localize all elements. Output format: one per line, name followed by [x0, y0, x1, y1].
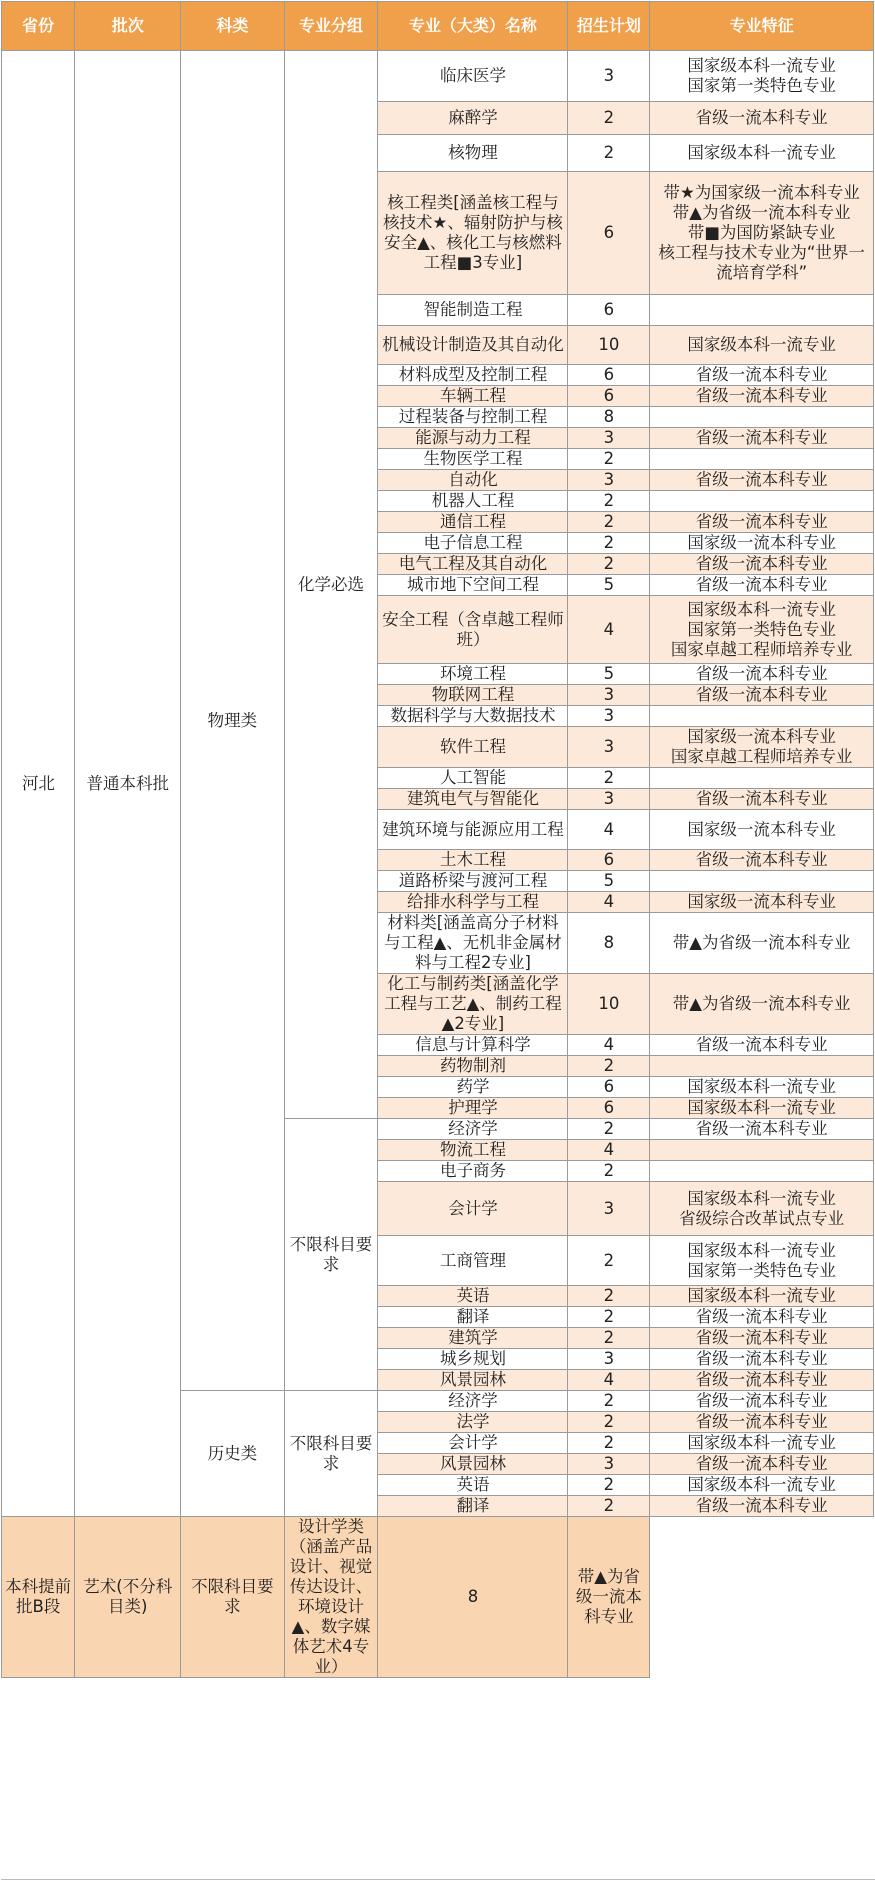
plan-count-cell[interactable]: 2	[568, 1433, 650, 1454]
major-name-cell[interactable]: 设计学类（涵盖产品设计、视觉传达设计、环境设计▲、数字媒体艺术4专业）	[284, 1517, 378, 1678]
plan-count-cell[interactable]: 4	[568, 1140, 650, 1161]
major-name-cell[interactable]: 会计学	[378, 1182, 568, 1236]
header-subject[interactable]: 科类	[181, 2, 284, 51]
plan-count-cell[interactable]: 3	[568, 470, 650, 491]
major-name-cell[interactable]: 物流工程	[378, 1140, 568, 1161]
plan-count-cell[interactable]: 3	[568, 685, 650, 706]
major-name-cell[interactable]: 建筑环境与能源应用工程	[378, 810, 568, 850]
major-name-cell[interactable]: 机械设计制造及其自动化	[378, 326, 568, 365]
major-name-cell[interactable]: 物联网工程	[378, 685, 568, 706]
feature-cell[interactable]: 国家级本科一流专业 国家第一类特色专业	[650, 51, 874, 102]
art-group-cell[interactable]: 不限科目要求	[181, 1517, 284, 1678]
plan-count-cell[interactable]: 2	[568, 135, 650, 172]
plan-count-cell[interactable]: 2	[568, 1307, 650, 1328]
feature-cell[interactable]: 带▲为省级一流本科专业	[568, 1517, 650, 1678]
feature-cell[interactable]: 省级一流本科专业	[650, 850, 874, 871]
major-name-cell[interactable]: 给排水科学与工程	[378, 892, 568, 913]
feature-cell[interactable]: 国家级一流本科专业	[650, 892, 874, 913]
plan-count-cell[interactable]: 3	[568, 727, 650, 768]
header-row	[2, 2, 874, 51]
feature-cell[interactable]	[650, 768, 874, 789]
feature-cell[interactable]: 省级一流本科专业	[650, 1328, 874, 1349]
major-name-cell[interactable]: 智能制造工程	[378, 295, 568, 326]
plan-count-cell[interactable]: 2	[568, 512, 650, 533]
plan-count-cell[interactable]: 2	[568, 768, 650, 789]
plan-count-cell[interactable]: 2	[568, 1119, 650, 1140]
major-name-cell[interactable]: 风景园林	[378, 1454, 568, 1475]
feature-cell[interactable]: 省级一流本科专业	[650, 1454, 874, 1475]
plan-count-cell[interactable]: 3	[568, 428, 650, 449]
major-name-cell[interactable]: 数据科学与大数据技术	[378, 706, 568, 727]
plan-count-cell[interactable]: 4	[568, 810, 650, 850]
major-name-cell[interactable]: 建筑电气与智能化	[378, 789, 568, 810]
feature-cell[interactable]	[650, 491, 874, 512]
feature-cell[interactable]: 省级一流本科专业	[650, 1307, 874, 1328]
plan-count-cell[interactable]: 6	[568, 295, 650, 326]
major-name-cell[interactable]: 车辆工程	[378, 386, 568, 407]
major-name-cell[interactable]: 经济学	[378, 1391, 568, 1412]
plan-count-cell[interactable]: 2	[568, 533, 650, 554]
plan-count-cell[interactable]: 8	[568, 913, 650, 974]
header-major-name[interactable]: 专业（大类）名称	[378, 2, 568, 51]
admission-plan-sheet	[1, 1, 875, 1678]
major-name-cell[interactable]: 安全工程（含卓越工程师班）	[378, 596, 568, 664]
major-name-cell[interactable]: 经济学	[378, 1119, 568, 1140]
header-plan[interactable]: 招生计划	[568, 2, 650, 51]
major-name-cell[interactable]: 药学	[378, 1077, 568, 1098]
plan-count-cell[interactable]: 5	[568, 871, 650, 892]
feature-cell[interactable]: 国家级本科一流专业	[650, 135, 874, 172]
plan-count-cell[interactable]: 2	[568, 1391, 650, 1412]
plan-count-cell[interactable]: 2	[568, 1412, 650, 1433]
feature-cell[interactable]: 省级一流本科专业	[650, 1412, 874, 1433]
feature-cell[interactable]: 省级一流本科专业	[650, 554, 874, 575]
feature-cell[interactable]: 国家级本科一流专业	[650, 1286, 874, 1307]
art-subject-cell[interactable]: 艺术(不分科目类)	[75, 1517, 181, 1678]
major-name-cell[interactable]: 城乡规划	[378, 1349, 568, 1370]
major-name-cell[interactable]: 翻译	[378, 1496, 568, 1517]
feature-cell[interactable]: 省级一流本科专业	[650, 1349, 874, 1370]
major-name-cell[interactable]: 电气工程及其自动化	[378, 554, 568, 575]
plan-count-cell[interactable]: 2	[568, 1475, 650, 1496]
feature-cell[interactable]: 省级一流本科专业	[650, 1035, 874, 1056]
feature-cell[interactable]: 省级一流本科专业	[650, 1119, 874, 1140]
major-name-cell[interactable]: 环境工程	[378, 664, 568, 685]
feature-cell[interactable]	[650, 407, 874, 428]
plan-count-cell[interactable]: 4	[568, 1035, 650, 1056]
province-cell[interactable]: 河北	[2, 51, 75, 1517]
feature-cell[interactable]: 国家级本科一流专业 省级综合改革试点专业	[650, 1182, 874, 1236]
plan-count-cell[interactable]: 3	[568, 1454, 650, 1475]
feature-cell[interactable]: 国家级一流本科专业 国家卓越工程师培养专业	[650, 727, 874, 768]
feature-cell[interactable]: 带▲为省级一流本科专业	[650, 974, 874, 1035]
feature-cell[interactable]: 国家级本科一流专业	[650, 1098, 874, 1119]
plan-count-cell[interactable]: 6	[568, 1077, 650, 1098]
major-name-cell[interactable]: 电子信息工程	[378, 533, 568, 554]
feature-cell[interactable]: 省级一流本科专业	[650, 512, 874, 533]
major-name-cell[interactable]: 过程装备与控制工程	[378, 407, 568, 428]
major-name-cell[interactable]: 生物医学工程	[378, 449, 568, 470]
feature-cell[interactable]: 省级一流本科专业	[650, 1496, 874, 1517]
plan-count-cell[interactable]: 2	[568, 1286, 650, 1307]
major-name-cell[interactable]: 软件工程	[378, 727, 568, 768]
admission-plan-table	[1, 1, 874, 1678]
feature-cell[interactable]: 省级一流本科专业	[650, 1391, 874, 1412]
major-name-cell[interactable]: 城市地下空间工程	[378, 575, 568, 596]
major-name-cell[interactable]: 自动化	[378, 470, 568, 491]
plan-count-cell[interactable]: 8	[378, 1517, 568, 1678]
plan-count-cell[interactable]: 6	[568, 850, 650, 871]
major-name-cell[interactable]: 核工程类[涵盖核工程与核技术★、辐射防护与核安全▲、核化工与核燃料工程■3专业]	[378, 172, 568, 295]
plan-count-cell[interactable]: 2	[568, 449, 650, 470]
art-batch-row	[2, 1517, 874, 1678]
major-name-cell[interactable]: 信息与计算科学	[378, 1035, 568, 1056]
major-name-cell[interactable]: 道路桥梁与渡河工程	[378, 871, 568, 892]
feature-cell[interactable]: 省级一流本科专业	[650, 470, 874, 491]
major-name-cell[interactable]: 麻醉学	[378, 102, 568, 135]
feature-cell[interactable]: 省级一流本科专业	[650, 685, 874, 706]
feature-cell[interactable]: 省级一流本科专业	[650, 365, 874, 386]
header-group[interactable]: 专业分组	[284, 2, 378, 51]
plan-count-cell[interactable]: 3	[568, 1349, 650, 1370]
major-name-cell[interactable]: 土木工程	[378, 850, 568, 871]
plan-count-cell[interactable]: 2	[568, 554, 650, 575]
major-name-cell[interactable]: 能源与动力工程	[378, 428, 568, 449]
feature-cell[interactable]: 省级一流本科专业	[650, 664, 874, 685]
header-province[interactable]: 省份	[2, 2, 75, 51]
major-name-cell[interactable]: 人工智能	[378, 768, 568, 789]
feature-cell[interactable]: 国家级本科一流专业 国家第一类特色专业 国家卓越工程师培养专业	[650, 596, 874, 664]
subject-physics-cell[interactable]: 物理类	[181, 51, 284, 1391]
plan-count-cell[interactable]: 2	[568, 1056, 650, 1077]
feature-cell[interactable]	[650, 871, 874, 892]
plan-count-cell[interactable]: 2	[568, 1496, 650, 1517]
feature-cell[interactable]: 省级一流本科专业	[650, 428, 874, 449]
major-name-cell[interactable]: 材料成型及控制工程	[378, 365, 568, 386]
plan-count-cell[interactable]: 6	[568, 365, 650, 386]
feature-cell[interactable]	[650, 706, 874, 727]
major-name-cell[interactable]: 通信工程	[378, 512, 568, 533]
plan-count-cell[interactable]: 8	[568, 407, 650, 428]
major-name-cell[interactable]: 英语	[378, 1475, 568, 1496]
plan-count-cell[interactable]: 3	[568, 789, 650, 810]
feature-cell[interactable]	[650, 1161, 874, 1182]
feature-cell[interactable]: 国家级本科一流专业	[650, 1433, 874, 1454]
group-no-restriction-history-cell[interactable]: 不限科目要求	[284, 1391, 378, 1517]
plan-count-cell[interactable]: 10	[568, 974, 650, 1035]
feature-cell[interactable]: 省级一流本科专业	[650, 386, 874, 407]
feature-cell[interactable]: 国家级本科一流专业	[650, 1475, 874, 1496]
major-name-cell[interactable]: 工商管理	[378, 1236, 568, 1286]
major-name-cell[interactable]: 建筑学	[378, 1328, 568, 1349]
feature-cell[interactable]	[650, 449, 874, 470]
group-chem-required-cell[interactable]: 化学必选	[284, 51, 378, 1119]
plan-count-cell[interactable]: 2	[568, 1161, 650, 1182]
plan-count-cell[interactable]: 5	[568, 664, 650, 685]
feature-cell[interactable]: 国家级一流本科专业	[650, 533, 874, 554]
major-name-cell[interactable]: 护理学	[378, 1098, 568, 1119]
header-batch[interactable]: 批次	[75, 2, 181, 51]
plan-count-cell[interactable]: 6	[568, 1098, 650, 1119]
plan-count-cell[interactable]: 2	[568, 102, 650, 135]
group-no-restriction-cell[interactable]: 不限科目要求	[284, 1119, 378, 1391]
plan-count-cell[interactable]: 6	[568, 386, 650, 407]
major-name-cell[interactable]: 会计学	[378, 1433, 568, 1454]
header-feature[interactable]: 专业特征	[650, 2, 874, 51]
major-name-cell[interactable]: 法学	[378, 1412, 568, 1433]
feature-cell[interactable]: 带▲为省级一流本科专业	[650, 913, 874, 974]
batch-cell[interactable]: 普通本科批	[75, 51, 181, 1517]
plan-count-cell[interactable]: 4	[568, 596, 650, 664]
table-body	[2, 51, 874, 1678]
major-name-cell[interactable]: 核物理	[378, 135, 568, 172]
plan-count-cell[interactable]: 3	[568, 706, 650, 727]
feature-cell[interactable]: 国家级本科一流专业	[650, 1077, 874, 1098]
feature-cell[interactable]: 国家级本科一流专业	[650, 326, 874, 365]
major-name-cell[interactable]: 风景园林	[378, 1370, 568, 1391]
feature-cell[interactable]: 省级一流本科专业	[650, 1370, 874, 1391]
plan-count-cell[interactable]: 5	[568, 575, 650, 596]
table-row	[2, 51, 874, 102]
feature-cell[interactable]: 国家级本科一流专业 国家第一类特色专业	[650, 1236, 874, 1286]
major-name-cell[interactable]: 材料类[涵盖高分子材料与工程▲、无机非金属材料与工程2专业]	[378, 913, 568, 974]
major-name-cell[interactable]: 化工与制药类[涵盖化学工程与工艺▲、制药工程▲2专业]	[378, 974, 568, 1035]
plan-count-cell[interactable]: 2	[568, 1328, 650, 1349]
feature-cell[interactable]	[650, 1056, 874, 1077]
feature-cell[interactable]: 国家级一流本科专业	[650, 810, 874, 850]
art-batch-cell[interactable]: 本科提前批B段	[2, 1517, 75, 1678]
subject-history-cell[interactable]: 历史类	[181, 1391, 284, 1517]
major-name-cell[interactable]: 英语	[378, 1286, 568, 1307]
feature-cell[interactable]	[650, 1140, 874, 1161]
plan-count-cell[interactable]: 4	[568, 1370, 650, 1391]
plan-count-cell[interactable]: 2	[568, 491, 650, 512]
plan-count-cell[interactable]: 6	[568, 172, 650, 295]
major-name-cell[interactable]: 机器人工程	[378, 491, 568, 512]
plan-count-cell[interactable]: 4	[568, 892, 650, 913]
plan-count-cell[interactable]: 3	[568, 1182, 650, 1236]
major-name-cell[interactable]: 药物制剂	[378, 1056, 568, 1077]
plan-count-cell[interactable]: 10	[568, 326, 650, 365]
major-name-cell[interactable]: 翻译	[378, 1307, 568, 1328]
feature-cell[interactable]	[650, 295, 874, 326]
major-name-cell[interactable]: 临床医学	[378, 51, 568, 102]
plan-count-cell[interactable]: 2	[568, 1236, 650, 1286]
plan-count-cell[interactable]: 3	[568, 51, 650, 102]
major-name-cell[interactable]: 电子商务	[378, 1161, 568, 1182]
sheet-bottom-gridline	[1, 1879, 875, 1880]
feature-cell[interactable]: 省级一流本科专业	[650, 789, 874, 810]
feature-cell[interactable]: 省级一流本科专业	[650, 102, 874, 135]
feature-cell[interactable]: 带★为国家级一流本科专业 带▲为省级一流本科专业 带■为国防紧缺专业 核工程与技术专业为“世界一流培育学科”	[650, 172, 874, 295]
feature-cell[interactable]: 省级一流本科专业	[650, 575, 874, 596]
